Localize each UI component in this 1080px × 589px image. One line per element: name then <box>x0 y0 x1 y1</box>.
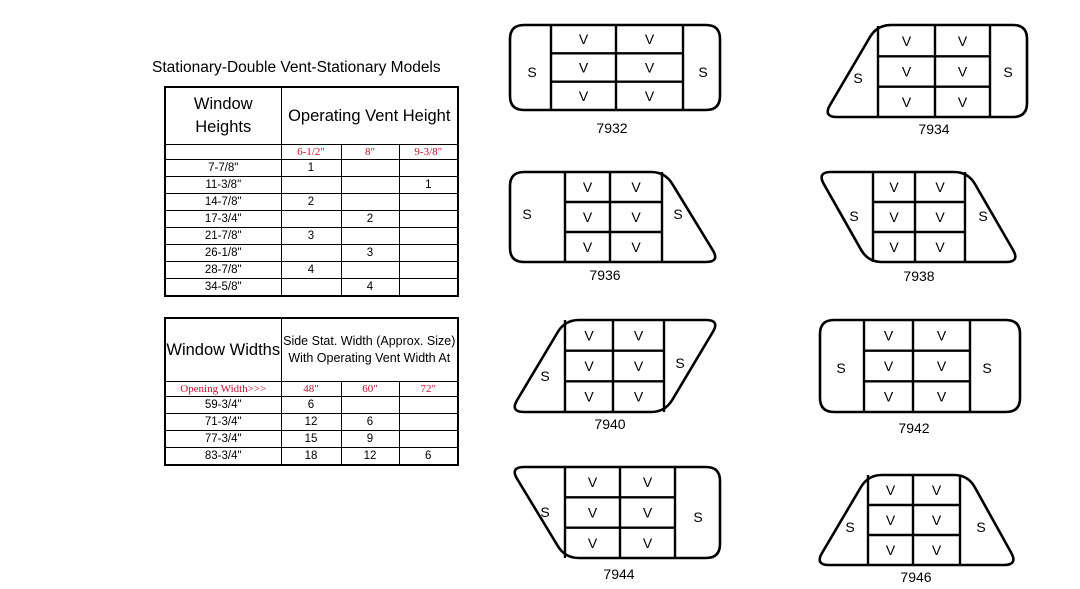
vent-label: V <box>582 239 593 255</box>
stationary-label: S <box>1003 64 1013 80</box>
vent-label: V <box>642 534 653 551</box>
stationary-label: S <box>675 355 685 371</box>
window-diagram-7946 <box>820 475 1014 585</box>
table-cell: 2 <box>341 211 399 228</box>
stationary-label: S <box>540 368 550 384</box>
stationary-label: S <box>836 360 846 376</box>
stationary-label: S <box>522 206 532 222</box>
stationary-label: S <box>527 64 537 80</box>
vent-label: V <box>935 209 945 225</box>
table-cell: 2 <box>281 194 341 211</box>
table-cell: 28-7/8" <box>165 262 281 279</box>
vent-label: V <box>957 93 968 110</box>
table-cell: 9 <box>341 431 399 448</box>
stationary-label: S <box>978 208 988 224</box>
vent-label: V <box>587 504 598 521</box>
table-cell: 12 <box>281 414 341 431</box>
vent-label: V <box>631 239 641 255</box>
vent-label: V <box>883 327 894 344</box>
table-cell: 3 <box>281 228 341 245</box>
vent-label: V <box>578 87 589 104</box>
window-diagram-7934 <box>828 25 1027 137</box>
vent-label: V <box>644 87 655 104</box>
table-cell: 1 <box>399 177 458 194</box>
stationary-label: S <box>845 519 855 535</box>
vent-label: V <box>587 534 598 551</box>
vent-label: V <box>889 179 899 195</box>
stationary-label: S <box>540 504 550 520</box>
window-diagram-7938 <box>822 172 1016 284</box>
vent-label: V <box>642 474 653 491</box>
window-heights-header: Window Heights <box>165 87 281 145</box>
window-frame <box>515 320 715 412</box>
vent-label: V <box>582 209 593 225</box>
model-number: 7942 <box>898 420 930 436</box>
heights-subheader-cell: 8" <box>341 145 399 160</box>
table-cell: 7-7/8" <box>165 160 281 177</box>
vent-label: V <box>582 179 593 195</box>
vent-label: V <box>889 239 899 255</box>
stationary-label: S <box>673 206 683 222</box>
table-cell: 4 <box>341 279 399 297</box>
vent-label: V <box>644 59 655 76</box>
vent-label: V <box>931 542 942 558</box>
table-cell: 59-3/4" <box>165 397 281 414</box>
table-cell: 18 <box>281 448 341 466</box>
model-number: 7944 <box>603 566 635 582</box>
vent-label: V <box>957 63 968 80</box>
table-cell: 1 <box>281 160 341 177</box>
heights-subheader-cell: 6-1/2" <box>281 145 341 160</box>
model-number: 7936 <box>589 267 621 283</box>
table-cell: 15 <box>281 431 341 448</box>
vent-label: V <box>935 179 945 195</box>
window-widths-header: Window Widths <box>165 318 281 382</box>
table-cell: 6 <box>341 414 399 431</box>
window-diagram-7942 <box>820 320 1020 436</box>
table-cell: 6 <box>399 448 458 466</box>
stationary-label: S <box>982 360 992 376</box>
vent-label: V <box>584 358 594 374</box>
vent-label: V <box>883 388 894 405</box>
table-cell: 83-3/4" <box>165 448 281 466</box>
vent-label: V <box>578 31 589 48</box>
vent-label: V <box>883 358 894 374</box>
vent-label: V <box>885 542 896 558</box>
side-stat-width-header: Side Stat. Width (Approx. Size) With Operating Vent Width At <box>281 318 458 382</box>
vent-label: V <box>885 512 896 528</box>
vent-label: V <box>578 59 589 76</box>
vent-label: V <box>633 388 644 405</box>
table-cell: 77-3/4" <box>165 431 281 448</box>
vent-label: V <box>633 358 644 374</box>
table-cell: 14-7/8" <box>165 194 281 211</box>
vent-label: V <box>935 239 945 255</box>
table-cell: 11-3/8" <box>165 177 281 194</box>
window-diagram-7944 <box>515 467 720 582</box>
widths-subheader-cell: Opening Width>>> <box>165 382 281 397</box>
table-cell: 21-7/8" <box>165 228 281 245</box>
vent-label: V <box>885 482 896 498</box>
model-number: 7932 <box>596 120 628 136</box>
stationary-label: S <box>698 64 708 80</box>
vent-label: V <box>936 327 947 344</box>
vent-label: V <box>931 482 942 498</box>
vent-label: V <box>642 504 653 521</box>
vent-label: V <box>631 209 641 225</box>
window-diagram-7932 <box>510 25 720 136</box>
vent-label: V <box>931 512 942 528</box>
widths-subheader-cell: 72" <box>399 382 458 397</box>
vent-label: V <box>644 31 655 48</box>
vent-label: V <box>901 93 912 110</box>
vent-label: V <box>889 209 899 225</box>
vent-label: V <box>901 63 912 80</box>
table-cell: 12 <box>341 448 399 466</box>
heights-subheader-cell: 9-3/8" <box>399 145 458 160</box>
vent-label: V <box>584 327 594 344</box>
window-diagram-7936 <box>510 172 715 283</box>
vent-label: V <box>587 474 598 491</box>
table-cell: 6 <box>281 397 341 414</box>
vent-label: V <box>936 358 947 374</box>
table-cell: 34-5/8" <box>165 279 281 297</box>
window-diagram-7940 <box>515 320 715 432</box>
vent-label: V <box>901 33 912 50</box>
model-number: 7940 <box>594 416 626 432</box>
vent-label: V <box>936 388 947 405</box>
table-cell: 4 <box>281 262 341 279</box>
widths-subheader-cell: 60" <box>341 382 399 397</box>
window-frame <box>510 172 715 262</box>
page-title: Stationary-Double Vent-Stationary Models <box>152 59 441 76</box>
stationary-label: S <box>849 208 859 224</box>
model-number: 7946 <box>900 569 932 585</box>
widths-subheader-cell: 48" <box>281 382 341 397</box>
operating-vent-height-header: Operating Vent Height <box>281 87 458 145</box>
model-number: 7938 <box>903 268 935 284</box>
stationary-label: S <box>976 519 986 535</box>
table-cell: 3 <box>341 245 399 262</box>
model-number: 7934 <box>918 121 950 137</box>
vent-label: V <box>633 327 644 344</box>
table-cell: 26-1/8" <box>165 245 281 262</box>
vent-label: V <box>584 388 594 405</box>
stationary-label: S <box>693 509 703 525</box>
stationary-label: S <box>853 70 863 86</box>
table-cell: 71-3/4" <box>165 414 281 431</box>
table-cell: 17-3/4" <box>165 211 281 228</box>
vent-label: V <box>957 33 968 50</box>
vent-label: V <box>631 179 641 195</box>
